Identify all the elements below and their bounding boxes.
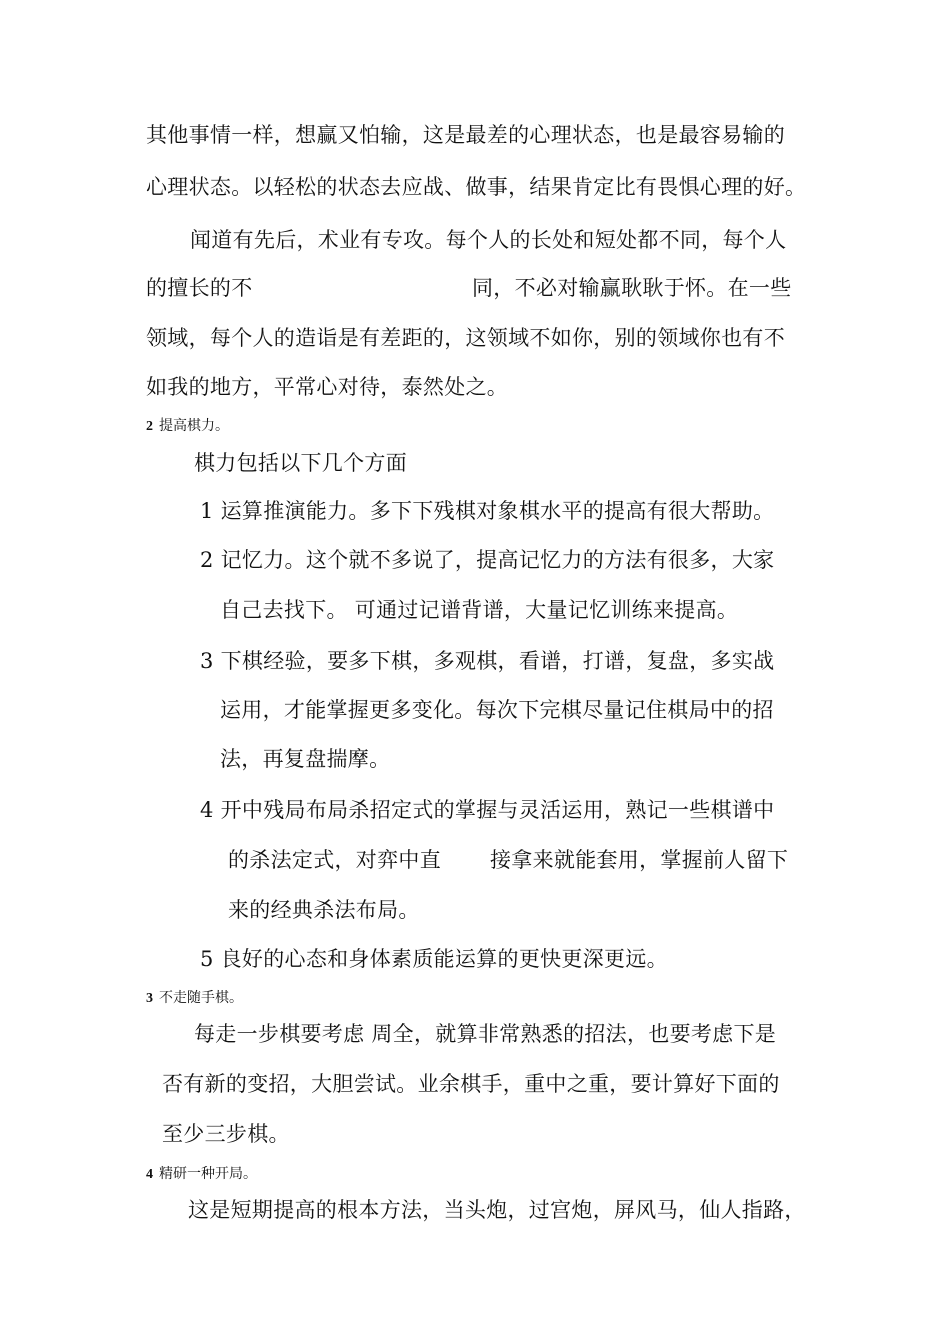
section-3-title: 不走随手棋。 (159, 990, 243, 1006)
section-2-item-2-line-2: 自己去找下。 可通过记谱背谱，大量记忆训练来提高。 (220, 598, 739, 622)
paragraph-2-line-3: 领域，每个人的造诣是有差距的，这领域不如你，别的领域你也有不 (146, 326, 785, 350)
section-2-item-3-line-3: 法，再复盘揣摩。 (220, 747, 391, 771)
section-3-line-1: 每走一步棋要考虑 周全，就算非常熟悉的招法，也要考虑下是 (194, 1022, 777, 1046)
section-3-number: 3 (146, 991, 153, 1006)
section-2-heading (146, 416, 229, 437)
paragraph-2-line-4: 如我的地方，平常心对待，泰然处之。 (146, 375, 509, 399)
section-3-line-2: 否有新的变招，大胆尝试。业余棋手，重中之重，要计算好下面的 (162, 1072, 780, 1096)
section-2-intro: 棋力包括以下几个方面 (194, 451, 407, 475)
section-2-item-1: 1 运算推演能力。多下下残棋对象棋水平的提高有很大帮助。 (200, 499, 775, 523)
paragraph-1-line-1: 其他事情一样，想赢又怕输，这是最差的心理状态，也是最容易输的 (146, 123, 785, 147)
paragraph-1-line-2: 心理状态。以轻松的状态去应战、做事，结果肯定比有畏惧心理的好。 (146, 175, 807, 199)
section-2-item-5: 5 良好的心态和身体素质能运算的更快更深更远。 (200, 947, 668, 971)
section-2-item-3-line-1: 3 下棋经验，要多下棋，多观棋，看谱，打谱，复盘，多实战 (200, 649, 775, 673)
section-4-title: 精研一种开局。 (159, 1166, 257, 1182)
section-3-line-3: 至少三步棋。 (162, 1122, 290, 1146)
section-2-title: 提高棋力。 (159, 418, 229, 434)
section-2-item-4-line-3: 来的经典杀法布局。 (228, 898, 420, 922)
section-4-line-1: 这是短期提高的根本方法，当头炮，过宫炮，屏风马，仙人指路， (188, 1198, 806, 1222)
section-2-item-4-line-2b: 接拿来就能套用，掌握前人留下 (490, 848, 789, 872)
section-2-item-4-line-2a: 的杀法定式，对弈中直 (228, 848, 441, 872)
section-2-number: 2 (146, 419, 153, 434)
paragraph-2-line-2a: 的擅长的不 (146, 276, 253, 300)
paragraph-2-line-1: 闻道有先后，术业有专攻。每个人的长处和短处都不同，每个人 (190, 228, 787, 252)
paragraph-2-line-2b: 同，不必对输赢耿耿于怀。在一些 (472, 276, 792, 300)
section-2-item-2-line-1: 2 记忆力。这个就不多说了，提高记忆力的方法有很多，大家 (200, 548, 775, 572)
section-4-heading (146, 1164, 257, 1185)
section-2-item-3-line-2: 运用，才能掌握更多变化。每次下完棋尽量记住棋局中的招 (220, 698, 774, 722)
section-3-heading (146, 988, 243, 1009)
section-4-number: 4 (146, 1167, 153, 1182)
section-2-item-4-line-1: 4 开中残局布局杀招定式的掌握与灵活运用，熟记一些棋谱中 (200, 798, 775, 822)
